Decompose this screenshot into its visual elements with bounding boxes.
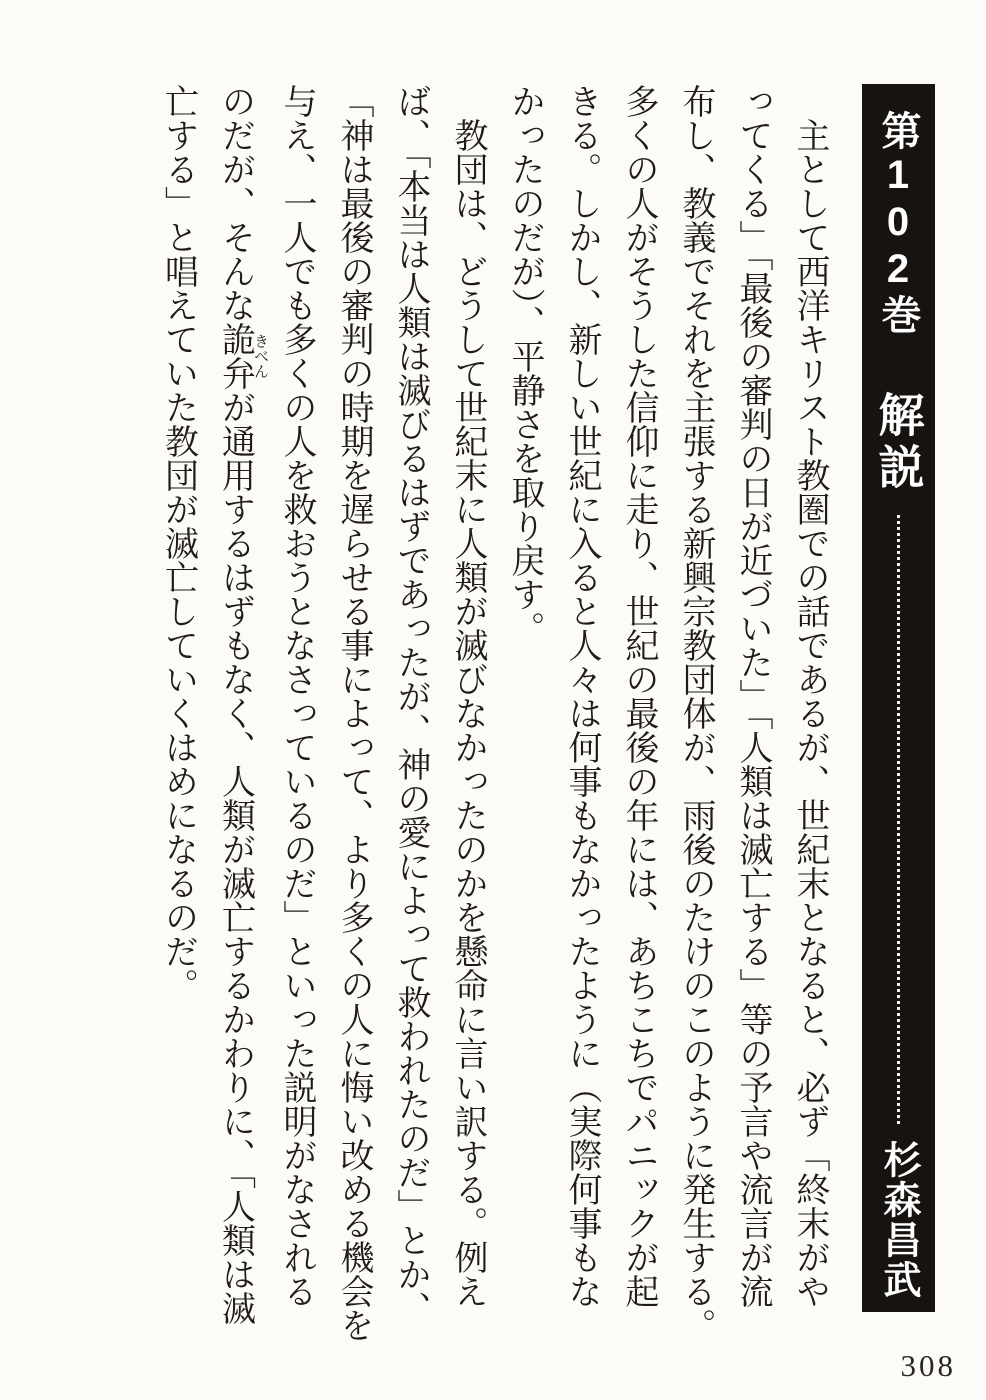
text-segment: が通用するはずもなく、人類が滅亡するかわりに、「人類は滅: [216, 390, 254, 1325]
page-number: 308: [900, 1348, 956, 1383]
text-line: かったのだが）、平静さを取り戻す。: [506, 84, 543, 645]
text-segment: のだが、そんな: [216, 84, 254, 322]
furigana-ruby: [216, 322, 268, 390]
volume-header-bar: [862, 84, 935, 1312]
text-line: 主として西洋キリスト教圏での話であるが、世紀末となると、必ず「終末がや: [791, 118, 828, 1308]
author-name: 杉森昌武: [877, 1140, 919, 1300]
dotted-leader-divider: [897, 515, 900, 1124]
ruby-reading: きべん: [252, 322, 268, 390]
section-title: 解説: [872, 391, 925, 495]
commentary-text-block: [150, 84, 839, 1374]
ruby-base: 詭弁: [216, 322, 254, 390]
text-line: ば、「本当は人類は滅びるはずであったが、神の愛によって救われたのだ」とか、: [392, 84, 429, 1325]
text-line: ってくる」「最後の審判の日が近づいた」「人類は滅亡する」等の予言や流言が流: [734, 84, 771, 1308]
text-line-with-furigana: [207, 84, 269, 1374]
text-line: 多くの人がそうした信仰に走り、世紀の最後の年には、あちこちでパニックが起: [620, 84, 657, 1308]
text-line: 与え、一人でも多くの人を救おうとなさっているのだ」といった説明がなされる: [278, 84, 315, 1308]
text-line: 教団は、どうして世紀末に人類が滅びなかったのかを懸命に言い訳する。例え: [449, 118, 486, 1308]
text-line: 布し、教義でそれを主張する新興宗教団体が、雨後のたけのこのように発生する。: [677, 84, 714, 1342]
text-line: 亡する」と唱えていた教団が滅亡していくはめになるのだ。: [159, 84, 197, 1002]
volume-title: 第102巻: [876, 110, 920, 337]
text-line: きる。しかし、新しい世紀に入ると人々は何事もなかったように（実際何事もな: [563, 84, 600, 1308]
text-line: 「神は最後の審判の時期を遅らせる事によって、より多くの人に悔い改める機会を: [335, 84, 372, 1342]
